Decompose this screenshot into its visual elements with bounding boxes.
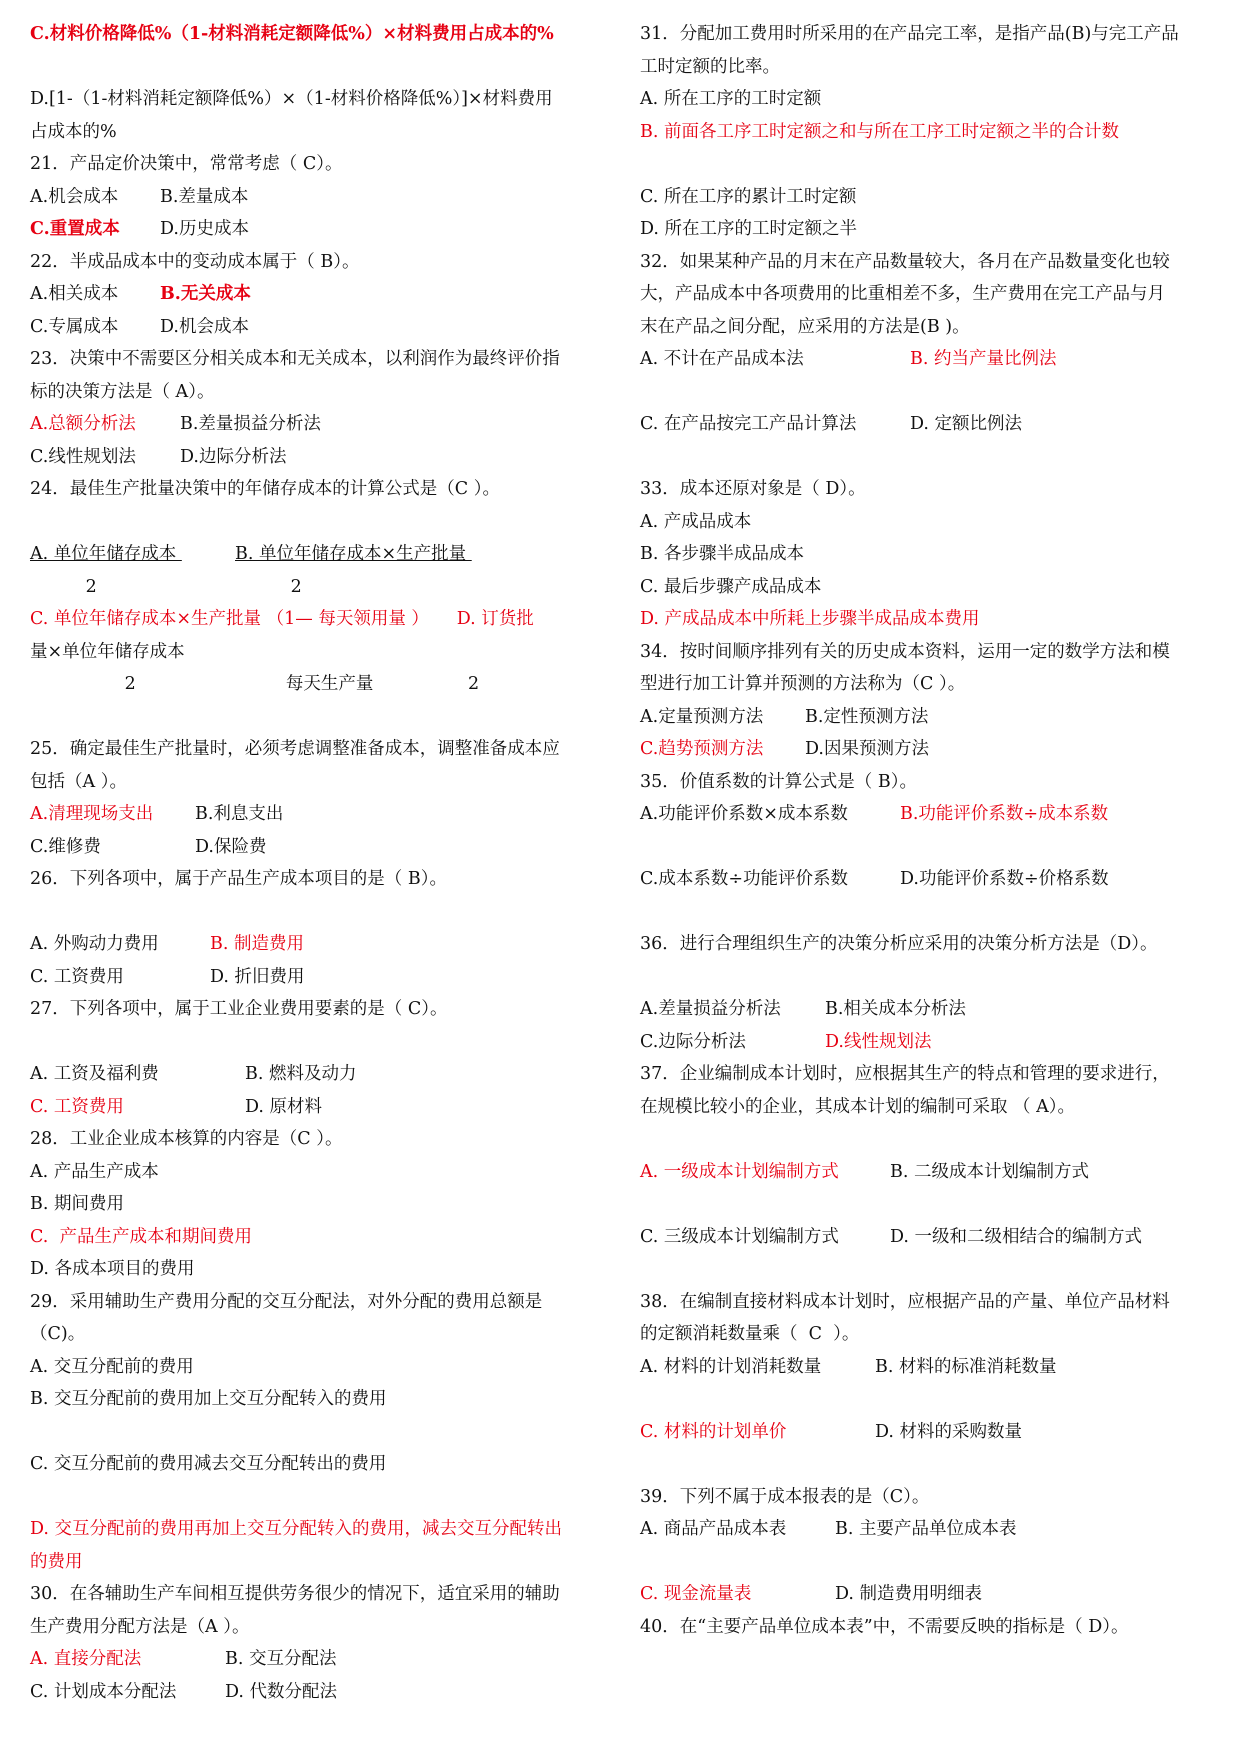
option-text: A.相关成本 xyxy=(30,284,119,304)
text-line: 34．按时间顺序排列有关的历史成本资料，运用一定的数学方法和模 xyxy=(640,641,1170,662)
blank-line xyxy=(640,148,1220,181)
option-row xyxy=(30,181,610,214)
option-row xyxy=(640,408,1220,441)
option-text: A.机会成本 xyxy=(30,186,119,207)
text-line: 39．下列不属于成本报表的是（C）。 xyxy=(640,1486,930,1507)
option-row xyxy=(640,993,1220,1026)
option-text: A. 材料的计划消耗数量 xyxy=(640,1356,822,1377)
option-text: D. 原材料 xyxy=(245,1096,323,1117)
text-line: 31．分配加工费用时所采用的在产品完工率，是指产品(B)与完工产品 xyxy=(640,24,1179,44)
option-row xyxy=(30,571,610,604)
text-line: 22．半成品成本中的变动成本属于（ B）。 xyxy=(30,251,360,272)
text-line: C. 产品生产成本和期间费用 xyxy=(30,1226,252,1247)
right-column xyxy=(640,18,1220,1643)
option-text: D.保险费 xyxy=(195,836,267,857)
option-text: B.定性预测方法 xyxy=(805,706,929,727)
text-line: 26．下列各项中，属于产品生产成本项目的是（ B）。 xyxy=(30,869,447,889)
blank-line xyxy=(640,961,1220,994)
blank-line xyxy=(640,1123,1220,1156)
text-line: 包括（A ）。 xyxy=(30,771,127,792)
text-line: 30．在各辅助生产车间相互提供劳务很少的情况下，适宜采用的辅助 xyxy=(30,1584,560,1604)
option-row xyxy=(30,928,610,961)
option-row xyxy=(30,441,610,474)
option-row xyxy=(640,701,1220,734)
blank-line xyxy=(30,896,610,929)
blank-line xyxy=(640,831,1220,864)
option-text: A. 直接分配法 xyxy=(30,1649,142,1669)
text-line: C.材料价格降低%（1-材料消耗定额降低%）×材料费用占成本的% xyxy=(30,24,554,44)
text-line: B. 期间费用 xyxy=(30,1194,124,1214)
option-text: D.功能评价系数÷价格系数 xyxy=(900,869,1109,889)
text-line: B. 前面各工序工时定额之和与所在工序工时定额之半的合计数 xyxy=(640,121,1119,142)
option-text: C.维修费 xyxy=(30,836,101,857)
blank-line xyxy=(30,701,610,734)
option-row xyxy=(30,408,610,441)
text-line: 37．企业编制成本计划时，应根据其生产的特点和管理的要求进行， xyxy=(640,1064,1170,1084)
text-line: 占成本的% xyxy=(30,121,117,142)
option-text: B. 单位年储存成本×生产批量 xyxy=(235,544,472,564)
option-text: C.专属成本 xyxy=(30,316,119,337)
text-line: 27．下列各项中，属于工业企业费用要素的是（ C）。 xyxy=(30,999,448,1019)
option-row xyxy=(640,1513,1220,1546)
option-text: 2 xyxy=(30,576,97,597)
option-row xyxy=(640,1416,1220,1449)
option-text: D. 制造费用明细表 xyxy=(835,1584,983,1604)
option-text: A. 商品产品成本表 xyxy=(640,1519,787,1539)
option-text: B. 交互分配法 xyxy=(225,1649,337,1669)
text-line: A. 所在工序的工时定额 xyxy=(640,89,822,109)
text-line: 25．确定最佳生产批量时，必须考虑调整准备成本，调整准备成本应 xyxy=(30,739,560,759)
blank-line xyxy=(640,1546,1220,1579)
text-line: 工时定额的比率。 xyxy=(640,56,780,77)
text-line: 末在产品之间分配，应采用的方法是(B )。 xyxy=(640,316,970,337)
text-line: 35．价值系数的计算公式是（ B）。 xyxy=(640,771,917,792)
option-row xyxy=(30,278,610,311)
text-line: 28．工业企业成本核算的内容是（C ）。 xyxy=(30,1129,343,1149)
blank-line xyxy=(640,1448,1220,1481)
option-row xyxy=(30,831,610,864)
option-text: C.边际分析法 xyxy=(640,1031,746,1052)
option-row xyxy=(640,798,1220,831)
option-text: C. 计划成本分配法 xyxy=(30,1681,177,1702)
option-row xyxy=(30,1058,610,1091)
option-text: A.清理现场支出 xyxy=(30,804,154,824)
option-text: B. 主要产品单位成本表 xyxy=(835,1519,1017,1539)
option-text: D.边际分析法 xyxy=(180,446,287,467)
option-row xyxy=(30,311,610,344)
option-text: D.线性规划法 xyxy=(825,1031,932,1052)
text-line: C. 单位年储存成本×生产批量 （1— 每天领用量 ） D. 订货批 xyxy=(30,609,534,629)
text-line: 量×单位年储存成本 xyxy=(30,641,185,662)
option-row xyxy=(640,1351,1220,1384)
text-line: 大，产品成本中各项费用的比重相差不多，生产费用在完工产品与月 xyxy=(640,284,1165,304)
blank-line xyxy=(30,1481,610,1514)
option-text: D. 折旧费用 xyxy=(210,966,305,987)
text-line: D. 产成品成本中所耗上步骤半成品成本费用 xyxy=(640,609,980,629)
text-line: D.[1-（1-材料消耗定额降低%）×（1-材料价格降低%）]×材料费用 xyxy=(30,89,553,109)
text-line: C. 最后步骤产成品成本 xyxy=(640,576,822,597)
text-line: C. 所在工序的累计工时定额 xyxy=(640,186,857,207)
option-text: D.历史成本 xyxy=(160,219,249,239)
option-text: B. 燃料及动力 xyxy=(245,1064,357,1084)
option-text: B. 约当产量比例法 xyxy=(910,349,1057,369)
option-text: A. 一级成本计划编制方式 xyxy=(640,1161,839,1182)
text-line: A. 交互分配前的费用 xyxy=(30,1356,194,1377)
option-row xyxy=(30,1643,610,1676)
option-text: C.成本系数÷功能评价系数 xyxy=(640,869,848,889)
option-text: A.功能评价系数×成本系数 xyxy=(640,804,848,824)
option-text: C.趋势预测方法 xyxy=(640,739,764,759)
option-text: C. 三级成本计划编制方式 xyxy=(640,1226,839,1247)
text-line: 21．产品定价决策中，常常考虑（ C）。 xyxy=(30,154,343,174)
blank-line xyxy=(640,376,1220,409)
option-text: B.无关成本 xyxy=(160,284,251,304)
option-row xyxy=(640,1578,1220,1611)
text-line: 29．采用辅助生产费用分配的交互分配法，对外分配的费用总额是 xyxy=(30,1291,543,1312)
option-text: C. 现金流量表 xyxy=(640,1584,752,1604)
blank-line xyxy=(640,1253,1220,1286)
option-text: B.功能评价系数÷成本系数 xyxy=(900,804,1109,824)
left-column xyxy=(30,18,610,1708)
option-text: D. 代数分配法 xyxy=(225,1681,338,1702)
option-text: D.因果预测方法 xyxy=(805,739,929,759)
text-line: B. 交互分配前的费用加上交互分配转入的费用 xyxy=(30,1389,387,1409)
option-text: A. 单位年储存成本 xyxy=(30,544,182,564)
option-text: 2 xyxy=(235,576,302,597)
text-line: 的定额消耗数量乘（ C ）。 xyxy=(640,1324,860,1344)
text-line: 23．决策中不需要区分相关成本和无关成本，以利润作为最终评价指 xyxy=(30,349,560,369)
option-row xyxy=(30,213,610,246)
option-text: C. 材料的计划单价 xyxy=(640,1421,787,1442)
option-text: A.定量预测方法 xyxy=(640,706,764,727)
option-row xyxy=(640,733,1220,766)
option-row xyxy=(30,961,610,994)
text-line: B. 各步骤半成品成本 xyxy=(640,544,804,564)
option-text: C.重置成本 xyxy=(30,219,120,239)
option-text: A. 工资及福利费 xyxy=(30,1064,159,1084)
option-text: A.差量损益分析法 xyxy=(640,999,781,1019)
option-text: B.差量成本 xyxy=(160,186,249,207)
text-line: （C)。 xyxy=(30,1324,86,1344)
option-text: D.机会成本 xyxy=(160,316,249,337)
text-line: C. 交互分配前的费用减去交互分配转出的费用 xyxy=(30,1454,387,1474)
text-line: D. 交互分配前的费用再加上交互分配转入的费用，减去交互分配转出 xyxy=(30,1519,563,1539)
option-text: D. 定额比例法 xyxy=(910,414,1023,434)
option-row xyxy=(30,1091,610,1124)
blank-line xyxy=(30,51,610,84)
blank-line xyxy=(640,896,1220,929)
text-line: 的费用 xyxy=(30,1551,83,1572)
blank-line xyxy=(640,441,1220,474)
option-text: A. 外购动力费用 xyxy=(30,934,159,954)
text-line: 36．进行合理组织生产的决策分析应采用的决策分析方法是（D）。 xyxy=(640,934,1158,954)
text-line: A. 产成品成本 xyxy=(640,511,752,532)
text-line: 38．在编制直接材料成本计划时，应根据产品的产量、单位产品材料 xyxy=(640,1291,1170,1312)
option-text: A. 不计在产品成本法 xyxy=(640,349,804,369)
text-line: 生产费用分配方法是（A ）。 xyxy=(30,1616,250,1637)
blank-line xyxy=(30,1026,610,1059)
blank-line xyxy=(640,1383,1220,1416)
option-row xyxy=(640,863,1220,896)
option-text: B. 材料的标准消耗数量 xyxy=(875,1356,1057,1377)
option-text: D. 材料的采购数量 xyxy=(875,1421,1023,1442)
text-line: D. 各成本项目的费用 xyxy=(30,1259,195,1279)
option-text: B.相关成本分析法 xyxy=(825,999,966,1019)
text-line: 32．如果某种产品的月末在产品数量较大，各月在产品数量变化也较 xyxy=(640,251,1170,272)
option-text: B. 制造费用 xyxy=(210,934,304,954)
text-line: 2 每天生产量 2 xyxy=(30,674,480,694)
blank-line xyxy=(30,506,610,539)
option-text: C. 在产品按完工产品计算法 xyxy=(640,414,857,434)
option-text: C. 工资费用 xyxy=(30,966,124,987)
option-row xyxy=(30,1676,610,1709)
blank-line xyxy=(640,1188,1220,1221)
option-text: D. 一级和二级相结合的编制方式 xyxy=(890,1226,1143,1247)
text-line: 33．成本还原对象是（ D）。 xyxy=(640,479,866,499)
text-line: 型进行加工计算并预测的方法称为（C ）。 xyxy=(640,674,966,694)
option-row xyxy=(30,798,610,831)
text-line: D. 所在工序的工时定额之半 xyxy=(640,219,858,239)
option-row xyxy=(30,538,610,571)
option-text: B.利息支出 xyxy=(195,804,284,824)
text-line: 24．最佳生产批量决策中的年储存成本的计算公式是（C ）。 xyxy=(30,479,500,499)
option-text: A.总额分析法 xyxy=(30,414,136,434)
text-line: 在规模比较小的企业，其成本计划的编制可采取 （ A）。 xyxy=(640,1096,1076,1117)
option-row xyxy=(640,1026,1220,1059)
option-row xyxy=(640,1156,1220,1189)
blank-line xyxy=(30,1416,610,1449)
option-text: B. 二级成本计划编制方式 xyxy=(890,1161,1089,1182)
option-row xyxy=(640,343,1220,376)
text-line: 40．在“主要产品单位成本表”中，不需要反映的指标是（ D）。 xyxy=(640,1616,1129,1637)
option-text: C. 工资费用 xyxy=(30,1096,124,1117)
text-line: A. 产品生产成本 xyxy=(30,1161,159,1182)
option-text: B.差量损益分析法 xyxy=(180,414,321,434)
text-line: 标的决策方法是（ A）。 xyxy=(30,381,215,402)
option-text: C.线性规划法 xyxy=(30,446,136,467)
option-row xyxy=(640,1221,1220,1254)
